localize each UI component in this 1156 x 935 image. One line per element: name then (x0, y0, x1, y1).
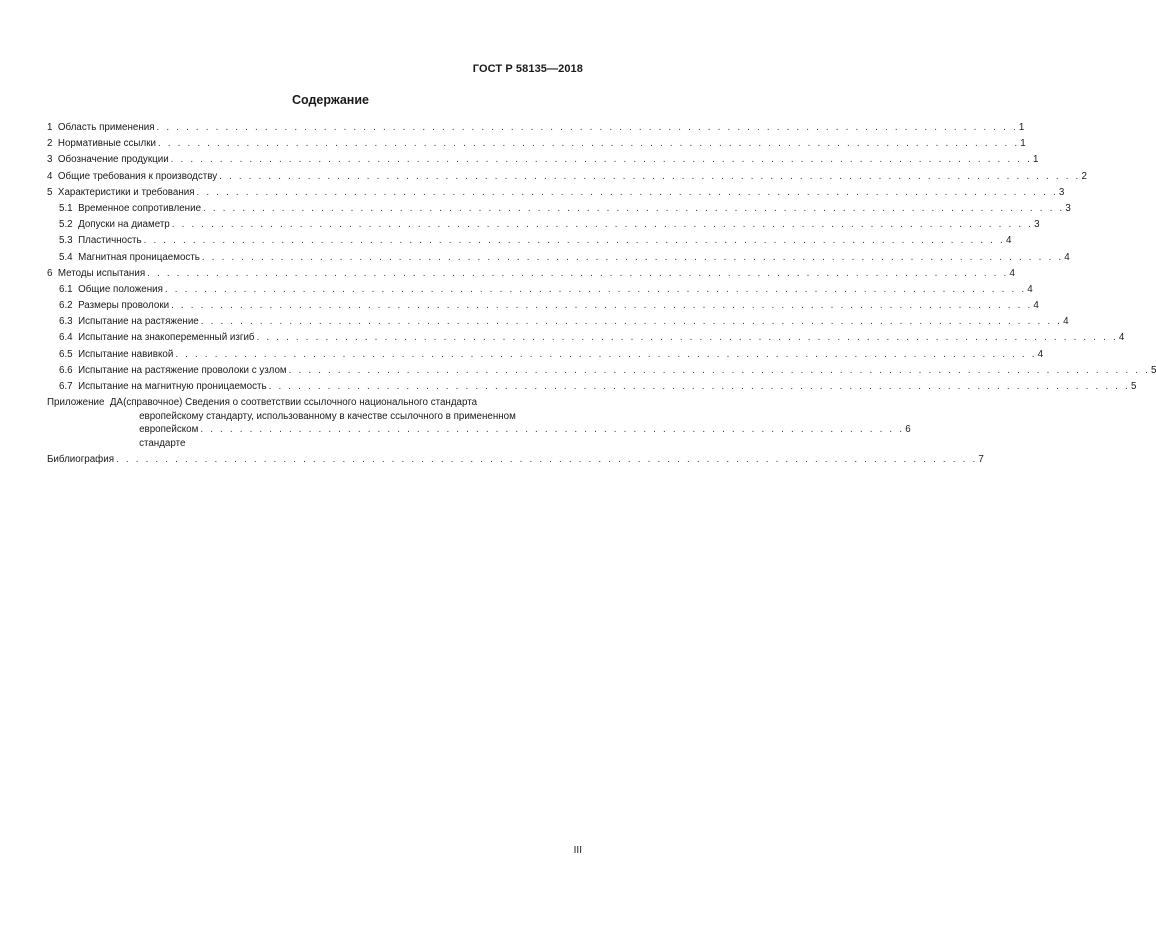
dot-leader: . . . . . . . . . . . . . . . . . . . . . . . . . . . . . . . . . . . . . . . . . . . . . . . . . . . . . . . . . . . . . . . . . . . . . . . . . . . . . . . . . . . . . . . . (171, 219, 1034, 231)
toc-entry-title: Методы испытания (57, 267, 146, 279)
toc-entry-page: 3 (1034, 219, 1040, 231)
toc-entry-number: 5 (47, 186, 58, 198)
toc-entry-title: Размеры проволоки (78, 300, 170, 312)
page-number: III (573, 845, 582, 856)
dot-leader: . . . . . . . . . . . . . . . . . . . . . . . . . . . . . . . . . . . . . . . . . . . . . . . . . . . . . . . . . . . . . . . . . . . . . . . . . . . . . . . . . . . . . . . . (203, 202, 1065, 214)
dot-leader: . . . . . . . . . . . . . . . . . . . . . . . . . . . . . . . . . . . . . . . . . . . . . . . . . . . . . . . . . . . . . . . . . . . . . . . . . . . . . . . . . . . . . . . . (175, 348, 1037, 360)
toc-entry-page: 4 (1027, 283, 1033, 295)
toc-entry-page: 4 (1063, 316, 1069, 328)
toc-entry[interactable] (47, 330, 1125, 346)
toc-entry-title: Испытание навивкой (78, 348, 174, 360)
toc-entry-page: 1 (1018, 122, 1025, 133)
toc-entry[interactable] (47, 250, 1070, 266)
dot-leader: . . . . . . . . . . . . . . . . . . . . . . . . . . . . . . . . . . . . . . . . . . . . . . . . . . . . . . . . . . . . . . . . . . . . . . . . . . . . . . . . . . . . . . . . (170, 154, 1033, 166)
toc-entry-number: 6.7 (59, 381, 79, 392)
toc-title: Содержание (291, 93, 369, 107)
bibliography-page: 7 (978, 454, 984, 466)
toc-entry-page: 5 (1130, 381, 1137, 392)
toc-entry-title: Область применения (57, 122, 155, 133)
toc-entry-number: 5.1 (59, 202, 79, 214)
dot-leader: . . . . . . . . . . . . . . . . . . . . . . . . . . . . . . . . . . . . . . . . . . . . . . . . . . . . . . . . . . . . . . . . . . . . . . . . . . . . . . . . . . . . . . . . (143, 235, 1005, 247)
annex-title-last-line (123, 423, 911, 450)
toc-entry-page: 1 (1020, 138, 1026, 150)
toc-entry-page: 5 (1151, 364, 1156, 376)
toc-entry-title: Магнитная проницаемость (78, 251, 200, 263)
toc-entry-title: Испытание на растяжение проволоки с узлом (78, 364, 287, 376)
toc-entry-page: 2 (1081, 170, 1087, 182)
toc-entry[interactable] (47, 152, 1039, 168)
toc-entry-number: 4 (47, 170, 58, 182)
toc-entry-number: 2 (47, 138, 58, 150)
toc-entry-title: Испытание на знакопеременный изгиб (78, 332, 255, 344)
dot-leader: . . . . . . . . . . . . . . . . . . . . . . . . . . . . . . . . . . . . . . . . . . . . . . . . . . . . . . . . . . . . . . . . . . . . . . . . . . . . . . . . . . . . . . . . (164, 283, 1027, 295)
annex-body (123, 396, 911, 450)
toc-entry[interactable] (47, 185, 1065, 201)
dot-leader: . . . . . . . . . . . . . . . . . . . . . . . . . . . . . . . . . . . . . . . . . . . . . . . . . . . . . . . . . . . . . . . . . . . . . . . . (200, 424, 905, 436)
toc-entry[interactable] (47, 379, 1137, 395)
toc-entry-number: 6.5 (59, 348, 79, 360)
toc-entry[interactable] (47, 314, 1069, 330)
toc-entry[interactable] (47, 282, 1033, 298)
toc-entry-title: Нормативные ссылки (57, 138, 156, 150)
toc-entry-page: 4 (1009, 267, 1015, 279)
toc-entry[interactable] (47, 169, 1087, 185)
toc-entry[interactable] (47, 298, 1039, 314)
toc-entry-number: 6 (47, 267, 58, 279)
dot-leader: . . . . . . . . . . . . . . . . . . . . . . . . . . . . . . . . . . . . . . . . . . . . . . . . . . . . . . . . . . . . . . . . . . . . . . . . . . . . . . . . . . . . . . . . (157, 138, 1020, 150)
toc-entry-title: Испытание на растяжение (78, 316, 199, 328)
dot-leader: . . . . . . . . . . . . . . . . . . . . . . . . . . . . . . . . . . . . . . . . . . . . . . . . . . . . . . . . . . . . . . . . . . . . . . . . . . . . . . . . . . . . . . . . (156, 122, 1018, 133)
annex-title-line: европейском стандарте (139, 424, 199, 449)
annex-title-line: европейскому стандарту, использованному в качестве ссылочного в примененном (139, 410, 516, 422)
annex-label: Приложение ДА (47, 397, 124, 409)
dot-leader: . . . . . . . . . . . . . . . . . . . . . . . . . . . . . . . . . . . . . . . . . . . . . . . . . . . . . . . . . . . . . . . . . . . . . . . . . . . . . . . . . . . . . . . . (200, 316, 1063, 328)
dot-leader: . . . . . . . . . . . . . . . . . . . . . . . . . . . . . . . . . . . . . . . . . . . . . . . . . . . . . . . . . . . . . . . . . . . . . . . . . . . . . . . . . . . . . . . . (196, 186, 1058, 198)
toc-entry-number: 6.4 (59, 332, 79, 344)
toc-entry[interactable] (47, 233, 1012, 249)
toc-entry-number: 5.3 (59, 235, 79, 247)
toc-entry-page: 3 (1058, 186, 1065, 198)
toc-entry-title: Допуски на диаметр (78, 219, 170, 231)
table-of-contents (47, 120, 1156, 468)
toc-entry-title: Пластичность (78, 235, 142, 247)
toc-entry-number: 6.2 (59, 300, 79, 312)
dot-leader: . . . . . . . . . . . . . . . . . . . . . . . . . . . . . . . . . . . . . . . . . . . . . . . . . . . . . . . . . . . . . . . . . . . . . . . . . . . . . . . . . . . . . . . . (147, 267, 1009, 279)
page-header: ГОСТ Р 58135—2018 (472, 63, 583, 75)
toc-entry-page: 4 (1033, 300, 1039, 312)
dot-leader: . . . . . . . . . . . . . . . . . . . . . . . . . . . . . . . . . . . . . . . . . . . . . . . . . . . . . . . . . . . . . . . . . . . . . . . . . . . . . . . . . . . . . . . . (171, 300, 1033, 312)
dot-leader: . . . . . . . . . . . . . . . . . . . . . . . . . . . . . . . . . . . . . . . . . . . . . . . . . . . . . . . . . . . . . . . . . . . . . . . . . . . . . . . . . . . . . . . . (116, 454, 978, 466)
dot-leader: . . . . . . . . . . . . . . . . . . . . . . . . . . . . . . . . . . . . . . . . . . . . . . . . . . . . . . . . . . . . . . . . . . . . . . . . . . . . . . . . . . . . . . . . (201, 251, 1064, 263)
toc-entry-page: 4 (1005, 235, 1012, 247)
toc-entry-title: Испытание на магнитную проницаемость (78, 381, 267, 392)
toc-entry-title: Общие требования к производству (57, 170, 218, 182)
toc-entry-number: 3 (47, 154, 58, 166)
toc-entry-page: 3 (1065, 202, 1071, 214)
toc-entry-page: 4 (1037, 348, 1044, 360)
dot-leader: . . . . . . . . . . . . . . . . . . . . . . . . . . . . . . . . . . . . . . . . . . . . . . . . . . . . . . . . . . . . . . . . . . . . . . . . . . . . . . . . . . . . . . . . (268, 381, 1130, 392)
toc-entry-page: 4 (1118, 332, 1125, 344)
toc-entry-title: Характеристики и требования (57, 186, 195, 198)
toc-entry-number: 6.6 (59, 364, 79, 376)
toc-entry-number: 6.3 (59, 316, 79, 328)
bibliography-title: Библиография (47, 454, 115, 466)
toc-entry-number: 5.2 (59, 219, 79, 231)
annex-page: 6 (905, 424, 911, 436)
toc-entry-title: Обозначение продукции (57, 154, 169, 166)
dot-leader: . . . . . . . . . . . . . . . . . . . . . . . . . . . . . . . . . . . . . . . . . . . . . . . . . . . . . . . . . . . . . . . . . . . . . . . . . . . . . . . . . . . . . . . . (256, 332, 1118, 344)
toc-entry-number: 1 (47, 122, 58, 133)
toc-entry[interactable] (47, 136, 1026, 152)
toc-entry-page: 1 (1033, 154, 1039, 166)
annex-title-line: (справочное) Сведения о соответствии ссылочного национального стандарта (123, 397, 478, 409)
toc-entry[interactable] (47, 120, 1025, 136)
toc-entry-number: 6.1 (59, 283, 79, 295)
toc-entry-title: Временное сопротивление (78, 202, 202, 214)
toc-entry-number: 5.4 (59, 251, 79, 263)
toc-entry[interactable] (47, 347, 1044, 363)
toc-entry[interactable] (47, 217, 1040, 233)
toc-annex-entry[interactable] (47, 396, 911, 450)
dot-leader: . . . . . . . . . . . . . . . . . . . . . . . . . . . . . . . . . . . . . . . . . . . . . . . . . . . . . . . . . . . . . . . . . . . . . . . . . . . . . . . . . . . . . . . . (219, 170, 1081, 182)
toc-bibliography-entry[interactable] (47, 452, 984, 468)
toc-entry-page: 4 (1064, 251, 1070, 263)
toc-entry[interactable] (47, 201, 1071, 217)
toc-entry[interactable] (47, 363, 1156, 379)
toc-entry-title: Общие положения (78, 283, 163, 295)
toc-entry[interactable] (47, 266, 1015, 282)
dot-leader: . . . . . . . . . . . . . . . . . . . . . . . . . . . . . . . . . . . . . . . . . . . . . . . . . . . . . . . . . . . . . . . . . . . . . . . . . . . . . . . . . . . . . . . . (288, 364, 1151, 376)
